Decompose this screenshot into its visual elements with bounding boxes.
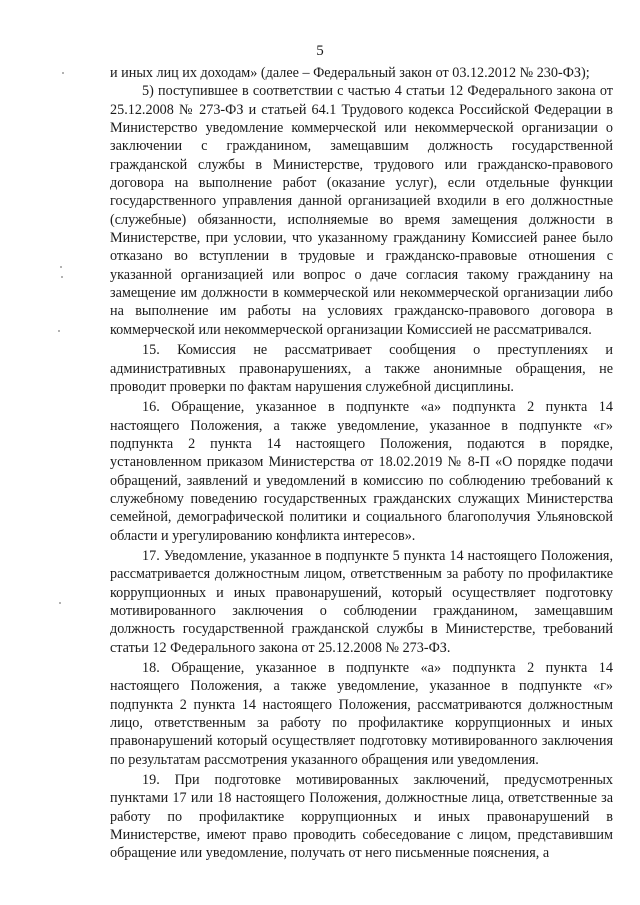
paragraph-item-5: 5) поступившее в соответствии с частью 4 статьи 12 Федерального закона от 25.12.2008 № 273-ФЗ и статьей 64.1 Трудового кодекса Российской Федерации в Министерство уведомление коммерческой или некоммерческой организации о заключении с гражданином, замещавшим должность государственной гражданской службы в Министерстве, трудового или гражданско-правового договора на выполнение работ (оказание услуг), если отдельные функции государственного управления данной организацией входили в его должностные (служебные) обязанности, исполняемые во время замещения должности в Министерстве, при условии, что указанному гражданину Комиссией ранее было отказано во вступлении в трудовые и гражданско-правовые отношения с указанной организацией или вопрос о даче согласия такому гражданину на замещение им должности в коммерческой или некоммерческой организации либо на выполнение им работы на условиях гражданско-правового договора в коммерческой или некоммерческой организации Комиссией не рассматривался.	[110, 83, 613, 338]
scan-speck	[59, 602, 61, 604]
paragraph-15: 15. Комиссия не рассматривает сообщения о преступлениях и административных правонарушениях, а также анонимные обращения, не проводит проверки по фактам нарушения служебной дисциплины.	[110, 342, 613, 395]
scan-speck	[60, 266, 62, 268]
paragraph-19: 19. При подготовке мотивированных заключений, предусмотренных пунктами 17 или 18 настоящего Положения, должностные лица, ответственные за работу по профилактике коррупционных и иных правонарушений в Министерстве, имеют право проводить собеседование с лицом, представившим обращение или уведомление, получать от него письменные пояснения, а	[110, 772, 613, 862]
page-number: 5	[316, 43, 324, 59]
scan-speck	[61, 276, 63, 278]
scan-speck	[62, 72, 64, 74]
document-body	[110, 64, 613, 863]
paragraph-16: 16. Обращение, указанное в подпункте «а» подпункта 2 пункта 14 настоящего Положения, а также уведомление, указанное в подпункте «г» подпункта 2 пункта 14 настоящего Положения, подаются в порядке, установленном приказом Министерства от 18.02.2019 № 8-П «О порядке подачи обращений, заявлений и уведомлений в комиссию по соблюдению требований к служебному поведению государственных гражданских служащих Министерства семейной, демографической политики и социального благополучия Ульяновской области и урегулированию конфликта интересов».	[110, 399, 613, 544]
paragraph-18: 18. Обращение, указанное в подпункте «а» подпункта 2 пункта 14 настоящего Положения, а также уведомление, указанное в подпункте «г» подпункта 2 пункта 14 настоящего Положения, рассматриваются должностным лицо, ответственным за работу по профилактике коррупционных и иных правонарушений который осуществляет подготовку мотивированного заключения по результатам рассмотрения указанного обращения или уведомления.	[110, 660, 613, 768]
paragraph-continuation: и иных лиц их доходам» (далее – Федеральный закон от 03.12.2012 № 230-ФЗ);	[110, 65, 590, 81]
paragraph-17: 17. Уведомление, указанное в подпункте 5 пункта 14 настоящего Положения, рассматривается должностным лицом, ответственным за работу по профилактике коррупционных и иных правонарушений, который осуществляет подготовку мотивированного заключения о соблюдении гражданином, замещавшим должность государственной гражданской службы в Министерстве, требований статьи 12 Федерального закона от 25.12.2008 № 273-ФЗ.	[110, 547, 613, 656]
scan-speck	[58, 330, 60, 332]
